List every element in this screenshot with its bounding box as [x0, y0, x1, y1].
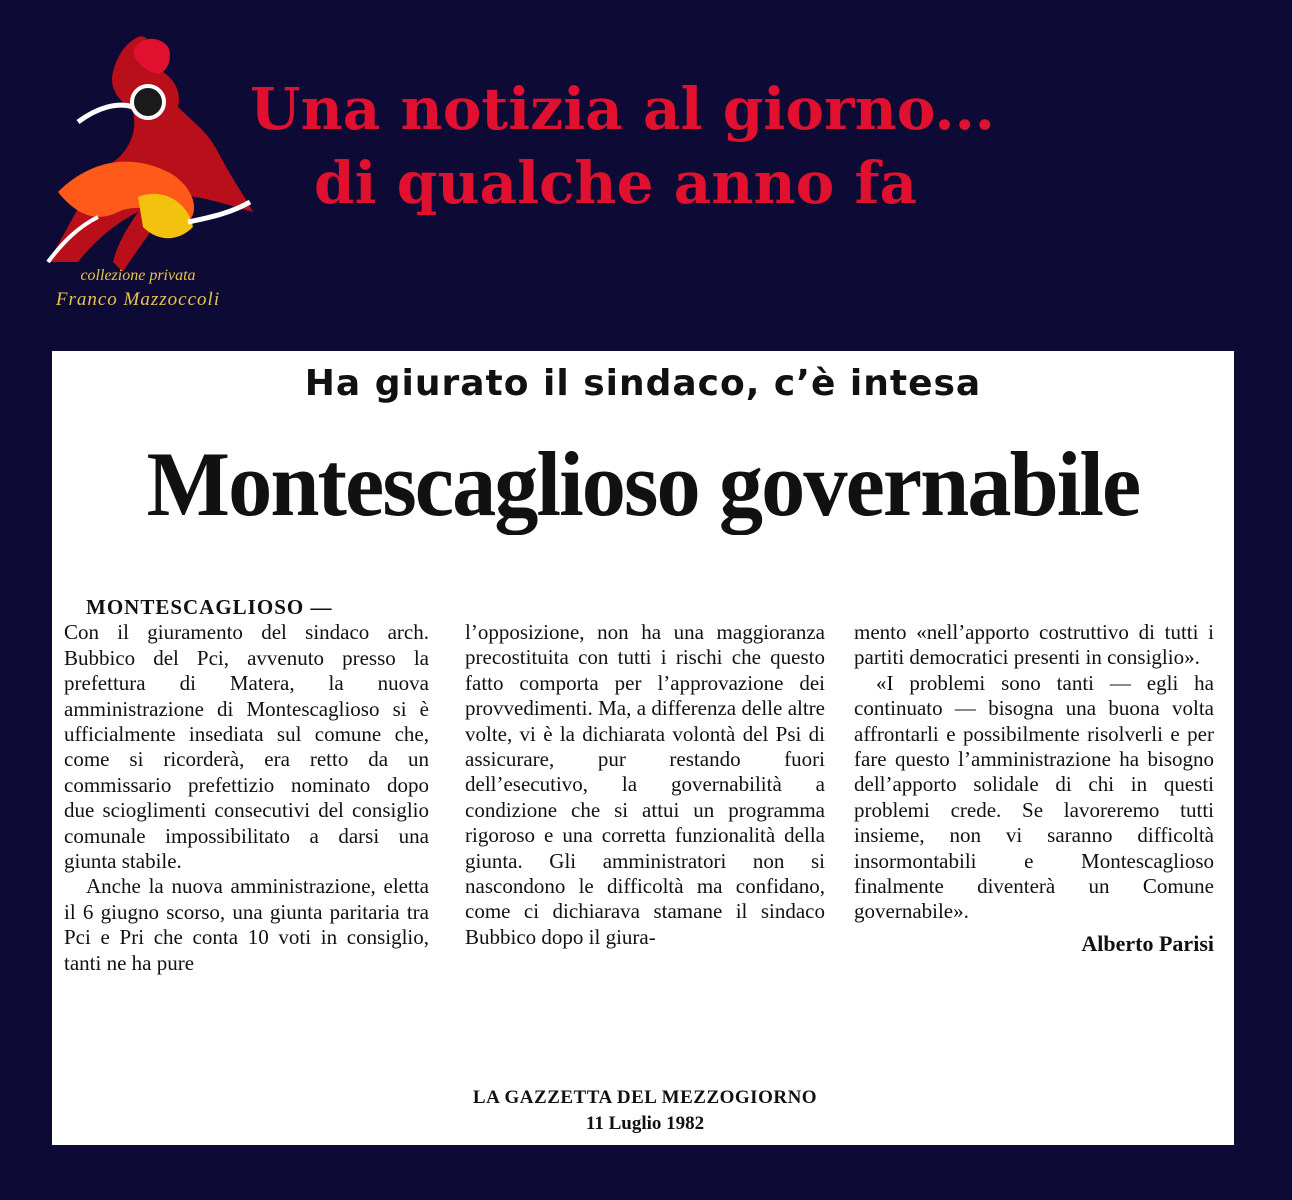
- article-column-2: [465, 620, 825, 950]
- article-column-3: [854, 620, 1214, 956]
- article-headline: Montescaglioso governabile: [146, 433, 1140, 535]
- dancer-figure-icon: [18, 12, 258, 272]
- article-source: [465, 1087, 825, 1135]
- source-date: 11 Luglio 1982: [585, 1113, 705, 1134]
- newspaper-clipping: [52, 351, 1234, 1145]
- collection-logo: [18, 12, 258, 322]
- logo-caption-line2: Franco Mazzoccoli: [55, 289, 221, 310]
- article-kicker: Ha giurato il sindaco, c’è intesa: [304, 363, 982, 404]
- article-paragraph: mento «nell’apporto costruttivo di tutti i partiti democratici presenti in consiglio».: [854, 620, 1214, 670]
- page-title: [250, 72, 1070, 220]
- article-dateline: MONTESCAGLIOSO —: [86, 595, 333, 619]
- article-paragraph: l’opposizione, non ha una maggioranza precostituita con tutti i rischi che questo fatto comporta per l’approvazione dei provvedimenti. Ma, a differenza delle altre volte, vi è la dichiarata volontà del Psi di assicurare, pur restando fuori dell’esecutivo, la governabilità a condizione che si attui un programma rigoroso e una corretta funzionalità della giunta. Gli amministratori non si nascondono le difficoltà ma confidano, come ci dichiarava stamane il sindaco Bubbico dopo il giura-: [465, 620, 825, 949]
- article-author: Alberto Parisi: [1081, 930, 1214, 956]
- article-paragraph: Anche la nuova amministrazione, eletta il 6 giugno scorso, una giunta paritaria tra Pci e Pri che conta 10 voti in consiglio, tanti ne ha pure: [64, 874, 429, 975]
- page-title-line1: Una notizia al giorno...: [250, 75, 995, 143]
- source-newspaper: LA GAZZETTA DEL MEZZOGIORNO: [472, 1087, 818, 1108]
- logo-caption-line1: collezione privata: [80, 267, 196, 284]
- article-paragraph: «I problemi sono tanti — egli ha continuato — bisogna una buona volta affrontarli e possibilmente risolverli e per fare questo l’amministrazione ha bisogno dell’apporto solidale di chi in questi problemi crede. Se lavoreremo tutti insieme, non vi saranno difficoltà insormontabili e Montescaglioso finalmente diventerà un Comune governabile».: [854, 670, 1214, 924]
- page-title-line2: di qualche anno fa: [314, 149, 918, 217]
- article-column-1: [64, 595, 429, 976]
- article-paragraph: Con il giuramento del sindaco arch. Bubbico del Pci, avvenuto presso la prefettura di Matera, la nuova amministrazione di Montescaglioso si è ufficialmente insediata sul comune che, come si ricorderà, era retto da un commissario prefettizio nominato dopo due scioglimenti consecutivi del consiglio comunale impossibilitato a darsi una giunta stabile.: [64, 620, 429, 874]
